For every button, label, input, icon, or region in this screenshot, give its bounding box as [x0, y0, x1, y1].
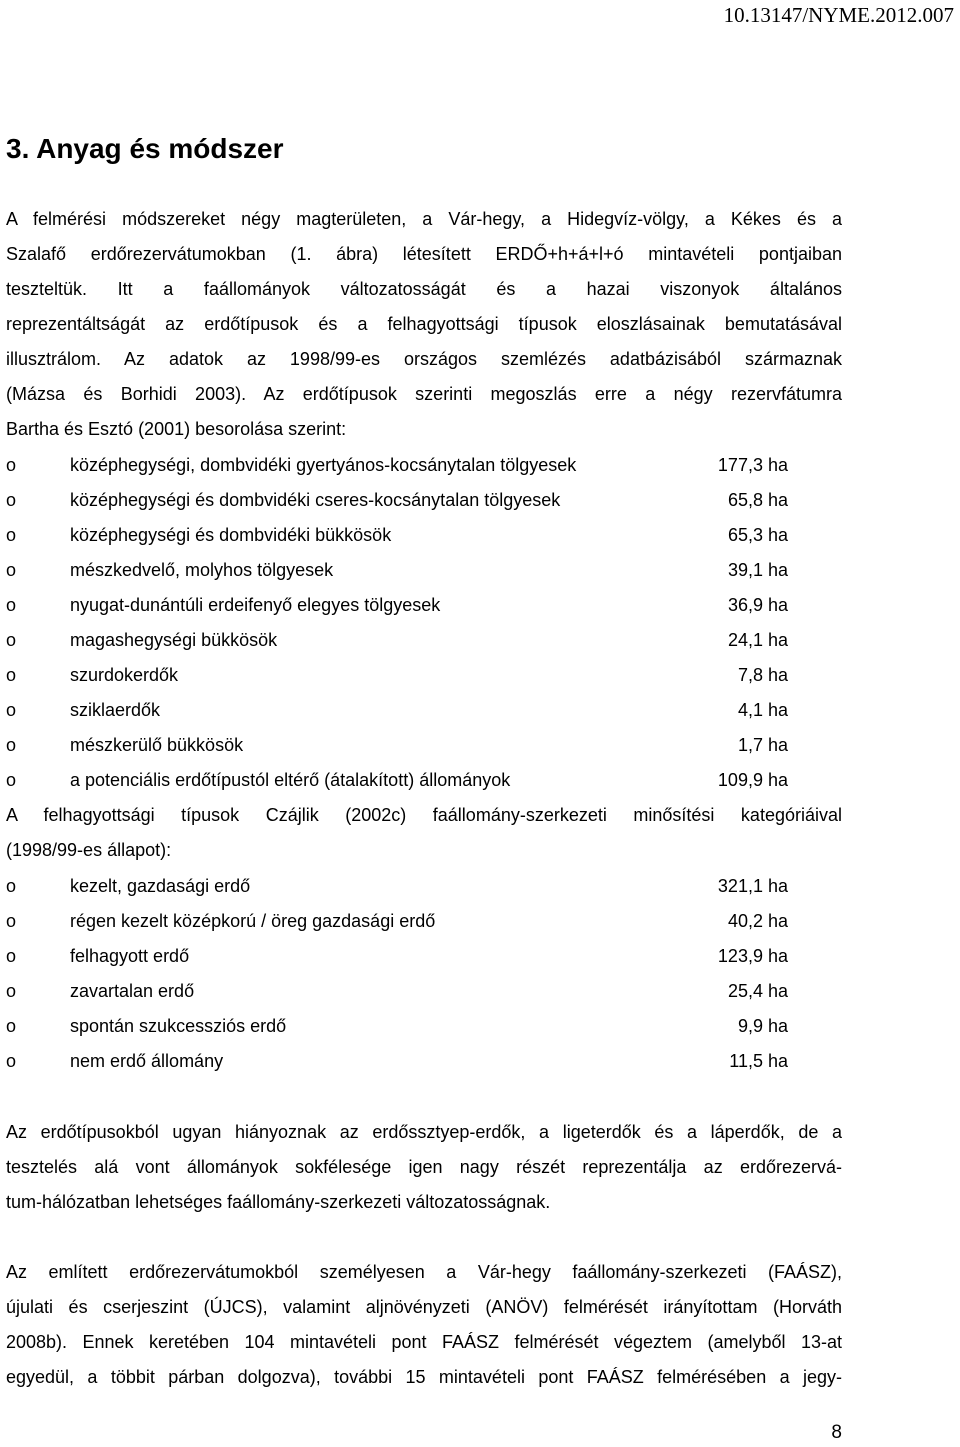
list-item-label: szurdokerdők [70, 665, 179, 685]
list-item-value: 36,9 ha [727, 595, 788, 615]
bullet-icon: o [6, 770, 17, 790]
text-line: Az erdőtípusokból ugyan hiányoznak az erdőssztyep-erdők, a ligeterdők és a láperdők, de a [6, 1122, 842, 1142]
list-item-value: 40,2 ha [727, 911, 788, 931]
list-item-value: 1,7 ha [737, 735, 788, 755]
list-item [6, 728, 788, 763]
list-item-value: 65,3 ha [727, 525, 788, 545]
list-item [6, 763, 788, 798]
text-line: (1998/99-es állapot): [6, 840, 172, 860]
list-item-label: mészkerülő bükkösök [70, 735, 244, 755]
list-item-value: 177,3 ha [717, 455, 788, 475]
list-item [6, 623, 788, 658]
list-item [6, 518, 788, 553]
bullet-icon: o [6, 876, 17, 896]
bullet-icon: o [6, 630, 17, 650]
list-item-value: 11,5 ha [729, 1051, 788, 1071]
bullet-icon: o [6, 595, 17, 615]
list-item-value: 7,8 ha [737, 665, 788, 685]
bullet-icon: o [6, 525, 17, 545]
text-line: Az említett erdőrezervátumokból személyesen a Vár-hegy faállomány-szerkezeti (FAÁSZ), [6, 1262, 842, 1282]
text-line: illusztrálom. Az adatok az 1998/99-es országos szemlézés adatbázisából származnak [6, 349, 842, 369]
list-item-label: régen kezelt középkorú / öreg gazdasági erdő [70, 911, 436, 931]
text-line: újulati és cserjeszint (ÚJCS), valamint aljnövényzeti (ANÖV) felmérését irányítottam (Horváth [6, 1297, 842, 1317]
list-item [6, 1009, 788, 1044]
text-line: A felhagyottsági típusok Czájlik (2002c) faállomány-szerkezeti minősítési kategóriáival [6, 805, 842, 825]
list-item [6, 658, 788, 693]
list-item [6, 448, 788, 483]
list-item-label: nyugat-dunántúli erdeifenyő elegyes tölgyesek [70, 595, 441, 615]
section-title: 3. Anyag és módszer [6, 133, 284, 164]
bullet-icon: o [6, 490, 17, 510]
list-item-label: mészkedvelő, molyhos tölgyesek [70, 560, 334, 580]
text-line: egyedül, a többit párban dolgozva), további 15 mintavételi pont FAÁSZ felmérésében a jegy- [6, 1367, 842, 1387]
list-item [6, 939, 788, 974]
bullet-icon: o [6, 735, 17, 755]
list-item-label: spontán szukcessziós erdő [70, 1016, 287, 1036]
bullet-icon: o [6, 700, 17, 720]
list-item-value: 65,8 ha [727, 490, 788, 510]
list-item-label: középhegységi, dombvidéki gyertyános-kocsánytalan tölgyesek [70, 455, 577, 475]
list-item-value: 109,9 ha [717, 770, 788, 790]
text-line: Szalafő erdőrezervátumokban (1. ábra) létesített ERDŐ+h+á+l+ó mintavételi pontjaiban [6, 244, 842, 264]
list-item-value: 4,1 ha [737, 700, 788, 720]
list-item-value: 321,1 ha [717, 876, 788, 896]
list-item [6, 869, 788, 904]
bullet-icon: o [6, 560, 17, 580]
bullet-icon: o [6, 981, 17, 1001]
list-item-value: 123,9 ha [717, 946, 788, 966]
list-item [6, 553, 788, 588]
bullet-icon: o [6, 946, 17, 966]
list-item-label: nem erdő állomány [70, 1051, 224, 1071]
list-item-value: 24,1 ha [727, 630, 788, 650]
list-item [6, 483, 788, 518]
bullet-icon: o [6, 665, 17, 685]
bullet-icon: o [6, 455, 17, 475]
list-item-label: felhagyott erdő [70, 946, 190, 966]
list-item-label: kezelt, gazdasági erdő [70, 876, 251, 896]
list-item [6, 588, 788, 623]
list-item-value: 39,1 ha [727, 560, 788, 580]
list-item [6, 904, 788, 939]
list-item-label: a potenciális erdőtípustól eltérő (átalakított) állományok [70, 770, 511, 790]
text-line: (Mázsa és Borhidi 2003). Az erdőtípusok szerinti megoszlás erre a négy rezervfátumra [6, 384, 842, 404]
text-line: tesztelés alá vont állományok sokfélesége igen nagy részét reprezentálja az erdőrezervá- [6, 1157, 842, 1177]
bullet-icon: o [6, 1016, 17, 1036]
bullet-icon: o [6, 911, 17, 931]
list-item-label: középhegységi és dombvidéki bükkösök [70, 525, 392, 545]
text-line: A felmérési módszereket négy magterületen, a Vár-hegy, a Hidegvíz-völgy, a Kékes és a [6, 209, 842, 229]
list-item-label: magashegységi bükkösök [70, 630, 278, 650]
text-line: tum-hálózatban lehetséges faállomány-szerkezeti változatosságnak. [6, 1192, 551, 1212]
list-item-label: középhegységi és dombvidéki cseres-kocsánytalan tölgyesek [70, 490, 561, 510]
text-line: Bartha és Esztó (2001) besorolása szerint: [6, 419, 347, 439]
doi-header: 10.13147/NYME.2012.007 [723, 3, 954, 27]
bullet-icon: o [6, 1051, 17, 1071]
list-item-label: sziklaerdők [70, 700, 161, 720]
page-number: 8 [831, 1422, 842, 1443]
text-line: teszteltük. Itt a faállományok változatosságát és a hazai viszonyok általános [6, 279, 842, 299]
list-item [6, 1044, 788, 1079]
list-item-value: 9,9 ha [737, 1016, 788, 1036]
text-line: 2008b). Ennek keretében 104 mintavételi pont FAÁSZ felmérését végeztem (amelyből 13-at [6, 1332, 842, 1352]
list-item-label: zavartalan erdő [70, 981, 195, 1001]
text-line: reprezentáltságát az erdőtípusok és a felhagyottsági típusok eloszlásainak bemutatásával [6, 314, 842, 334]
list-item-value: 25,4 ha [727, 981, 788, 1001]
list-item [6, 693, 788, 728]
list-item [6, 974, 788, 1009]
